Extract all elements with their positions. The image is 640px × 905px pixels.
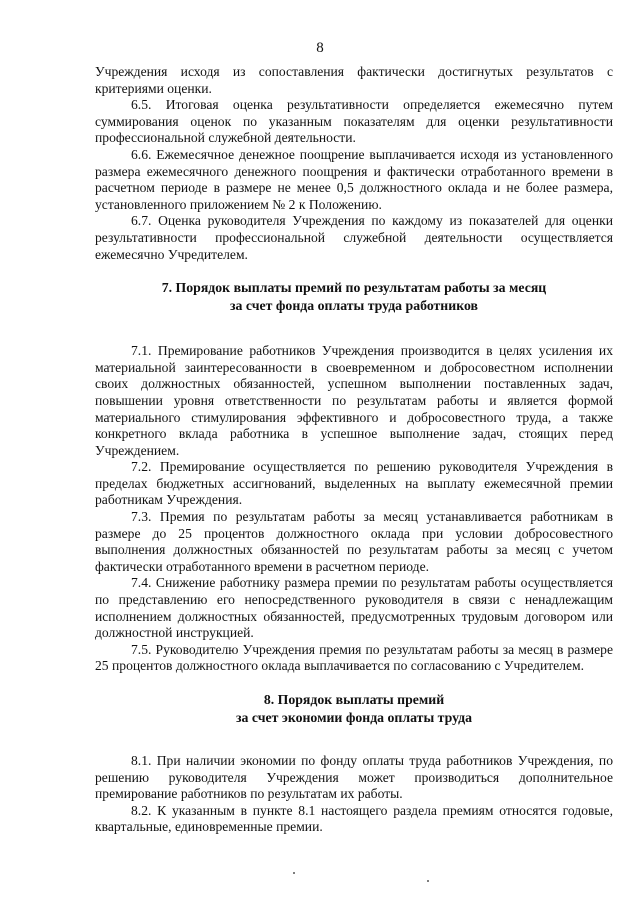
- paragraph-7-2: 7.2. Премирование осуществляется по решению руководителя Учреждения в пределах бюджетных ассигнований, выделенных на выплату ежемесячной премии работникам Учреждения.: [95, 459, 613, 508]
- document-body: [95, 64, 613, 836]
- paragraph-7-3: 7.3. Премия по результатам работы за месяц устанавливается работникам в размере до 25 процентов должностного оклада при условии добросовестного выполнения должностных обязанностей по результатам работы за месяц с учетом фактически отработанного времени в расчетном периоде.: [95, 509, 613, 574]
- section-8-heading: [95, 691, 613, 727]
- paragraph-6-5: 6.5. Итоговая оценка результативности определяется ежемесячно путем суммирования оценок по указанным показателям для оценки результативности профессиональной служебной деятельности.: [95, 97, 613, 146]
- paragraph-7-5: 7.5. Руководителю Учреждения премия по результатам работы за месяц в размере 25 процентов должностного оклада выплачивается по согласованию с Учредителем.: [95, 641, 613, 674]
- section-7-title-line2: за счет фонда оплаты труда работников: [230, 298, 478, 314]
- paragraph-7-1: 7.1. Премирование работников Учреждения производится в целях усиления их материальной заинтересованности в своевременном и добросовестном исполнении своих должностных обязанностей, успешном выполнении поставленных задач, повышении уровня ответственности по результатам работы и является формой материального стимулирования эффективного и добросовестного труда, а также конкретного вклада работника в успешное выполнение задач, стоящих перед Учреждением.: [95, 343, 613, 458]
- section-8-title-line1: 8. Порядок выплаты премий: [263, 692, 445, 707]
- paragraph-6-7: 6.7. Оценка руководителя Учреждения по каждому из показателей для оценки результативности профессиональной служебной деятельности осуществляется ежемесячно Учредителем.: [95, 213, 613, 262]
- paragraph-continuation: Учреждения исходя из сопоставления фактически достигнутых результатов с критериями оценки.: [95, 64, 613, 96]
- section-7-title-line1: 7. Порядок выплаты премий по результатам работы за месяц: [161, 280, 547, 296]
- paragraph-8-2: 8.2. К указанным в пункте 8.1 настоящего раздела премиям относятся годовые, квартальные, единовременные премии.: [95, 802, 613, 835]
- paragraph-6-6: 6.6. Ежемесячное денежное поощрение выплачивается исходя из установленного размера ежемесячного денежного поощрения и фактически отработанного времени в расчетном периоде в размере не менее 0,5 должностного оклада и не более размера, установленного приложением № 2 к Положению.: [95, 146, 613, 212]
- paragraph-8-1: 8.1. При наличии экономии по фонду оплаты труда работников Учреждения, по решению руководителя Учреждения может производиться дополнительное премирование работников по результатам их работы.: [95, 753, 613, 802]
- section-8-title-line2: за счет экономии фонда оплаты труда: [235, 710, 473, 725]
- page-number: 8: [316, 40, 324, 56]
- paragraph-7-4: 7.4. Снижение работнику размера премии по результатам работы осуществляется по представлению его непосредственного руководителя в связи с ненадлежащим исполнением должностных обязанностей, предусмотренных трудовым договором или должностной инструкцией.: [95, 575, 613, 641]
- section-7-heading: [95, 279, 613, 315]
- scan-speck: [427, 880, 429, 882]
- scan-speck: [293, 872, 295, 874]
